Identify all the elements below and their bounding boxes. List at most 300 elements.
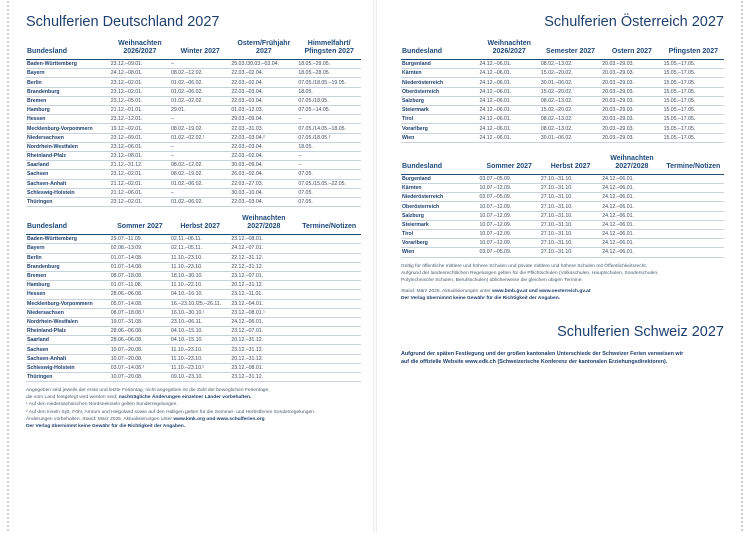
date-cell: 03.07.–05.09. <box>479 248 540 257</box>
date-cell: 03.07.–14.08.² <box>110 363 170 372</box>
date-cell: 28.06.–06.08. <box>110 336 170 345</box>
date-cell: 24.12.–08.01. <box>110 69 170 78</box>
date-cell: 24.12.–06.01. <box>601 239 662 248</box>
date-cell: 30.03.–10.04. <box>230 188 297 197</box>
column-header: Winter 2027 <box>180 48 220 56</box>
date-cell: – <box>170 151 230 160</box>
date-cell: 15.05.–17.05. <box>663 106 724 115</box>
date-cell: 08.02.–13.02. <box>540 124 601 133</box>
column-header: Himmelfahrt/ Pfingsten 2027 <box>304 40 354 56</box>
germany-table-1 <box>26 40 361 207</box>
date-cell: 15.02.–20.02. <box>540 87 601 96</box>
date-cell: 11.10.–23.10.² <box>170 363 230 372</box>
table-row <box>401 124 724 133</box>
date-cell: 07.05. <box>297 197 361 206</box>
date-cell: 16.10.–30.10.¹ <box>170 308 230 317</box>
table-row <box>26 60 361 69</box>
date-cell: 22.03.–03.04. <box>230 197 297 206</box>
date-cell: 25.03./30.03.–03.04. <box>230 60 297 69</box>
date-cell: 24.12.–06.01. <box>479 115 540 124</box>
date-cell: 18.05. <box>297 142 361 151</box>
date-cell <box>297 345 361 354</box>
table-row <box>26 96 361 105</box>
column-header: Weihnachten 2027/2028 <box>242 215 286 231</box>
date-cell: 29.03.–09.04. <box>230 115 297 124</box>
table-row <box>401 248 724 257</box>
date-cell: 24.12.–06.01. <box>601 184 662 193</box>
table-row <box>401 87 724 96</box>
region-cell: Steiermark <box>401 106 479 115</box>
region-cell: Vorarlberg <box>401 124 479 133</box>
date-cell: – <box>297 115 361 124</box>
date-cell: 20.03.–29.03. <box>601 60 662 69</box>
region-cell: Niederösterreich <box>401 78 479 87</box>
date-cell: 22.03.–03.04. <box>230 87 297 96</box>
table-row <box>26 179 361 188</box>
table-row <box>26 271 361 280</box>
date-cell: 22.03.–27.03. <box>230 179 297 188</box>
date-cell: 11.10.–23.10. <box>170 262 230 271</box>
date-cell: 01.02.–02.02.¹ <box>170 133 230 142</box>
region-cell: Steiermark <box>401 220 479 229</box>
region-cell: Wien <box>401 133 479 142</box>
date-cell: 15.05.–17.05. <box>663 115 724 124</box>
date-cell: 27.10.–31.10. <box>540 174 601 183</box>
region-cell: Nordrhein-Westfalen <box>26 317 110 326</box>
date-cell: 24.12.–07.01. <box>230 244 297 253</box>
date-cell: 02.08.–13.09. <box>110 244 170 253</box>
date-cell <box>297 271 361 280</box>
date-cell: 15.05.–17.05. <box>663 87 724 96</box>
date-cell: 01.07.–14.08. <box>110 262 170 271</box>
table-row <box>26 345 361 354</box>
date-cell <box>297 244 361 253</box>
austria-table-2 <box>401 155 724 258</box>
date-cell: 08.02.–13.02. <box>540 96 601 105</box>
date-cell <box>297 336 361 345</box>
note-line: Aufgrund der landesrechtlichen Regelungen gelten für die Pflichtschulen (Volksschulen, Hauptschulen, Sonderschulen, <box>401 270 659 276</box>
date-cell <box>663 248 724 257</box>
date-cell: 23.12.–08.01.¹ <box>230 308 297 317</box>
date-cell <box>297 253 361 262</box>
germany-table-2 <box>26 215 361 382</box>
column-header: Pfingsten 2027 <box>668 48 718 56</box>
date-cell: 10.07.–12.09. <box>479 202 540 211</box>
date-cell: 10.07.–12.09. <box>479 230 540 239</box>
date-cell <box>663 184 724 193</box>
date-cell: 07.05./14.05.–18.05. <box>297 124 361 133</box>
date-cell: 22.12.–31.12. <box>230 262 297 271</box>
region-cell: Bremen <box>26 271 110 280</box>
region-cell: Sachsen-Anhalt <box>26 179 110 188</box>
date-cell: 27.10.–31.10. <box>540 239 601 248</box>
date-cell: 23.10.–06.11. <box>170 317 230 326</box>
austria-notes <box>401 263 724 303</box>
date-cell: 23.12.–02.01. <box>110 78 170 87</box>
column-header: Termine/Notizen <box>302 223 357 231</box>
date-cell: 04.10.–15.10. <box>170 336 230 345</box>
date-cell: 01.07.–14.08. <box>110 253 170 262</box>
date-cell: 07.05./18.05. <box>297 96 361 105</box>
table-row <box>401 184 724 193</box>
date-cell: 24.12.–06.01. <box>601 202 662 211</box>
region-cell: Mecklenburg-Vorpommern <box>26 299 110 308</box>
date-cell: 01.02.–06.02. <box>170 87 230 96</box>
region-cell: Saarland <box>26 161 110 170</box>
date-cell: 08.07.–18.08. <box>110 271 170 280</box>
austria-table-1 <box>401 40 724 143</box>
table-row <box>26 133 361 142</box>
table-row <box>401 60 724 69</box>
table-row <box>401 174 724 183</box>
date-cell <box>297 354 361 363</box>
table-row <box>401 96 724 105</box>
date-cell: 23.12.–07.01. <box>230 327 297 336</box>
table-row <box>26 262 361 271</box>
date-cell: 10.07.–12.09. <box>479 239 540 248</box>
column-header: Weihnachten 2026/2027 <box>118 40 162 56</box>
date-cell: – <box>297 161 361 170</box>
date-cell: 19.07.–31.08. <box>110 317 170 326</box>
date-cell <box>663 202 724 211</box>
table-row <box>26 290 361 299</box>
column-header: Herbst 2027 <box>550 162 591 170</box>
date-cell <box>297 299 361 308</box>
binding-holes-left <box>6 0 10 533</box>
date-cell: 10.07.–12.09. <box>479 220 540 229</box>
note-line: Stand: März 2025. Aktualisierungen unter www.bmb.gv.at und www.oesterreich.gv.at <box>401 288 591 294</box>
germany-notes <box>26 387 361 430</box>
table-row <box>26 106 361 115</box>
region-cell: Sachsen-Anhalt <box>26 354 110 363</box>
table-row <box>26 327 361 336</box>
date-cell: 15.02.–20.02. <box>540 69 601 78</box>
date-cell: 15.05.–17.05. <box>663 69 724 78</box>
region-cell: Wien <box>401 248 479 257</box>
date-cell: – <box>170 188 230 197</box>
date-cell: 15.05.–17.05. <box>663 124 724 133</box>
table-row <box>26 115 361 124</box>
date-cell: 07.05./18.05.–19.05. <box>297 78 361 87</box>
date-cell: 30.01.–06.02. <box>540 78 601 87</box>
table-row <box>26 373 361 382</box>
column-header: Semester 2027 <box>546 48 596 56</box>
date-cell: 07.05. <box>297 188 361 197</box>
table-row <box>26 197 361 206</box>
region-cell: Tirol <box>401 230 479 239</box>
note-line: Polytechnische Schulen, Berufsschulen) üblicherweise die gleichen obigen Termine. <box>401 277 583 283</box>
date-cell: 24.12.–06.01. <box>479 106 540 115</box>
region-cell: Hamburg <box>26 106 110 115</box>
date-cell: 23.12.–08.01. <box>230 363 297 372</box>
note-line: Angegeben sind jeweils der erste und letzte Ferientag, nicht angegeben ist die Zahl der beweglichen Ferientage, <box>26 388 270 394</box>
date-cell: – <box>297 151 361 160</box>
date-cell: 03.07.–05.09. <box>479 193 540 202</box>
table-row <box>26 87 361 96</box>
region-cell: Baden-Württemberg <box>26 60 110 69</box>
table-row <box>401 230 724 239</box>
date-cell: 22.12.–31.12. <box>230 253 297 262</box>
date-cell: 20.03.–29.03. <box>601 78 662 87</box>
region-cell: Brandenburg <box>26 262 110 271</box>
date-cell: 20.03.–29.03. <box>601 106 662 115</box>
date-cell: 24.12.–06.01. <box>479 78 540 87</box>
date-cell: 27.10.–31.10. <box>540 211 601 220</box>
table-row <box>401 239 724 248</box>
date-cell: 22.03.–31.03. <box>230 124 297 133</box>
region-cell: Salzburg <box>401 211 479 220</box>
date-cell: 23.12.–08.01. <box>110 151 170 160</box>
date-cell: 30.01.–06.02. <box>540 133 601 142</box>
table-row <box>26 281 361 290</box>
table-row <box>26 151 361 160</box>
date-cell: 18.05. <box>297 87 361 96</box>
region-cell: Mecklenburg-Vorpommern <box>26 124 110 133</box>
date-cell: 21.12.–06.01. <box>110 188 170 197</box>
switzerland-text: Aufgrund der späten Festlegung und der großen kantonalen Unterschiede der Schweizer Ferien verweisen wir auf die offizielle Website www.edk.ch (Schweizerische Konferenz der kantonalen Erziehungsdirektoren). <box>401 351 684 366</box>
date-cell <box>663 174 724 183</box>
date-cell: 21.12.–01.01. <box>110 106 170 115</box>
date-cell <box>663 239 724 248</box>
table-row <box>26 161 361 170</box>
date-cell <box>297 308 361 317</box>
region-cell: Salzburg <box>401 96 479 105</box>
date-cell: 01.02.–06.02. <box>170 179 230 188</box>
date-cell: 27.10.–31.10. <box>540 193 601 202</box>
date-cell: 11.10.–23.10. <box>170 345 230 354</box>
note-line: Gültig für öffentliche mittlere und höhere Schulen und private mittlere und höhere Schulen mit Öffentlichkeitsrecht. <box>401 263 648 269</box>
region-cell: Thüringen <box>26 373 110 382</box>
date-cell: 20.03.–29.03. <box>601 96 662 105</box>
column-header: Bundesland <box>402 162 443 170</box>
date-cell <box>297 262 361 271</box>
date-cell: 21.12.–02.01. <box>110 179 170 188</box>
date-cell: 22.03.–03.04. <box>230 142 297 151</box>
region-cell: Schleswig-Holstein <box>26 363 110 372</box>
region-cell: Tirol <box>401 115 479 124</box>
region-cell: Niederösterreich <box>401 193 479 202</box>
date-cell: 20.03.–29.03. <box>601 133 662 142</box>
region-cell: Sachsen <box>26 345 110 354</box>
date-cell <box>297 281 361 290</box>
date-cell: 20.03.–29.03. <box>601 124 662 133</box>
date-cell: 15.05.–17.05. <box>663 78 724 87</box>
date-cell: 24.12.–06.01. <box>601 174 662 183</box>
date-cell: 30.03.–09.04. <box>230 161 297 170</box>
date-cell: 23.12.–09.01. <box>110 60 170 69</box>
table-row <box>26 188 361 197</box>
date-cell: 11.10.–22.10. <box>170 281 230 290</box>
date-cell: 24.12.–06.01. <box>479 60 540 69</box>
region-cell: Hamburg <box>26 281 110 290</box>
date-cell: 04.10.–15.10. <box>170 327 230 336</box>
date-cell: 23.12.–12.01. <box>110 115 170 124</box>
region-cell: Oberösterreich <box>401 202 479 211</box>
switzerland-title: Schulferien Schweiz 2027 <box>557 324 724 341</box>
table-row <box>401 211 724 220</box>
date-cell: 24.12.–06.01. <box>479 87 540 96</box>
date-cell: 20.03.–29.03. <box>601 87 662 96</box>
table-row <box>401 202 724 211</box>
date-cell: 08.02.–13.02. <box>540 60 601 69</box>
region-cell: Oberösterreich <box>401 87 479 96</box>
date-cell: 20.03.–29.03. <box>601 115 662 124</box>
column-header: Bundesland <box>402 48 443 56</box>
date-cell: 22.03.–02.04. <box>230 151 297 160</box>
date-cell: 24.12.–06.01. <box>230 317 297 326</box>
date-cell: 24.12.–06.01. <box>601 211 662 220</box>
date-cell <box>297 235 361 244</box>
date-cell: 27.10.–31.10. <box>540 248 601 257</box>
column-header: Herbst 2027 <box>180 223 221 231</box>
date-cell: 01.02.–06.02. <box>170 197 230 206</box>
table-row <box>401 78 724 87</box>
date-cell: 24.12.–06.01. <box>601 193 662 202</box>
date-cell: 23.12.–06.01. <box>110 142 170 151</box>
column-header: Ostern/Frühjahr 2027 <box>237 40 291 56</box>
disclaimer: Der Verlag übernimmt keine Gewähr für die Richtigkeit der Angaben. <box>401 296 561 301</box>
date-cell <box>663 193 724 202</box>
date-cell <box>297 290 361 299</box>
date-cell <box>663 220 724 229</box>
date-cell: 28.06.–06.08. <box>110 290 170 299</box>
table-row <box>26 78 361 87</box>
table-row <box>26 363 361 372</box>
date-cell: 10.07.–12.09. <box>479 211 540 220</box>
date-cell: 24.12.–06.01. <box>479 96 540 105</box>
date-cell: 23.12.–05.01. <box>110 96 170 105</box>
date-cell: 23.12.–04.01. <box>230 299 297 308</box>
table-row <box>401 115 724 124</box>
column-header: Termine/Notizen <box>666 162 721 170</box>
date-cell: 22.03.–02.04. <box>230 69 297 78</box>
region-cell: Berlin <box>26 253 110 262</box>
region-cell: Kärnten <box>401 184 479 193</box>
date-cell: 01.02.–06.02. <box>170 78 230 87</box>
date-cell: 15.02.–20.02. <box>540 106 601 115</box>
region-cell: Bayern <box>26 69 110 78</box>
austria-page <box>375 0 750 533</box>
date-cell: 11.10.–23.10. <box>170 354 230 363</box>
date-cell: 18.05.–29.05. <box>297 60 361 69</box>
date-cell: – <box>170 60 230 69</box>
column-header: Bundesland <box>27 48 68 56</box>
date-cell <box>297 373 361 382</box>
date-cell: 15.05.–17.05. <box>663 60 724 69</box>
date-cell: 07.05. <box>297 170 361 179</box>
date-cell: 26.03.–02.04. <box>230 170 297 179</box>
date-cell: 22.03.–03.04.² <box>230 133 297 142</box>
date-cell: 02.11.–06.11. <box>170 235 230 244</box>
region-cell: Berlin <box>26 78 110 87</box>
date-cell: 23.12.–07.01. <box>230 271 297 280</box>
date-cell <box>663 230 724 239</box>
austria-title: Schulferien Österreich 2027 <box>544 14 724 30</box>
date-cell: 23.12.–31.12. <box>230 373 297 382</box>
date-cell <box>297 317 361 326</box>
date-cell: 07.05./18.05.² <box>297 133 361 142</box>
date-cell: 27.10.–31.10. <box>540 202 601 211</box>
date-cell: 23.12.–11.01. <box>230 290 297 299</box>
date-cell: 28.06.–06.08. <box>110 327 170 336</box>
region-cell: Sachsen <box>26 170 110 179</box>
date-cell: 19.12.–02.01. <box>110 124 170 133</box>
date-cell: 22.03.–02.04. <box>230 78 297 87</box>
region-cell: Rheinland-Pfalz <box>26 327 110 336</box>
date-cell: 29.07.–11.09. <box>110 235 170 244</box>
footnote-2: ² Auf den Inseln Sylt, Föhr, Amrum und Helgoland sowie auf den Halligen gelten für die Sommer- und Herbstferien Sonderregelungen. <box>26 409 316 415</box>
region-cell: Burgenland <box>401 60 479 69</box>
table-row <box>26 124 361 133</box>
date-cell: 27.10.–31.10. <box>540 184 601 193</box>
region-cell: Saarland <box>26 336 110 345</box>
date-cell: 29.01. <box>170 106 230 115</box>
date-cell: 08.02.–19.02. <box>170 124 230 133</box>
table-row <box>26 308 361 317</box>
region-cell: Niedersachsen <box>26 308 110 317</box>
date-cell: 23.12.–02.01. <box>110 170 170 179</box>
date-cell <box>297 363 361 372</box>
table-row <box>26 253 361 262</box>
table-row <box>26 69 361 78</box>
region-cell: Vorarlberg <box>401 239 479 248</box>
date-cell: 21.12.–31.12. <box>110 161 170 170</box>
date-cell: 07.05./15.05.–22.05. <box>297 179 361 188</box>
region-cell: Schleswig-Holstein <box>26 188 110 197</box>
date-cell: 08.02.–12.02. <box>170 161 230 170</box>
date-cell: 23.12.–02.01. <box>110 197 170 206</box>
footnote-1: ¹ Auf den niedersächsischen Nordseeinseln gelten Sonderregelungen. <box>26 402 178 408</box>
date-cell: 08.02.–13.02. <box>540 115 601 124</box>
date-cell: 18.10.–30.10. <box>170 271 230 280</box>
column-header: Sommer 2027 <box>486 162 532 170</box>
date-cell: 08.02.–19.02. <box>170 170 230 179</box>
date-cell: 05.07.–14.08. <box>110 299 170 308</box>
date-cell: 11.10.–23.10. <box>170 253 230 262</box>
region-cell: Hessen <box>26 115 110 124</box>
date-cell: 20.12.–31.12. <box>230 354 297 363</box>
table-row <box>26 354 361 363</box>
column-header: Sommer 2027 <box>117 223 163 231</box>
germany-title: Schulferien Deutschland 2027 <box>26 14 220 30</box>
table-row <box>26 244 361 253</box>
region-cell: Nordrhein-Westfalen <box>26 142 110 151</box>
note-line: die vom Land festgelegt wird werden sind; nachträgliche Änderungen einzelner Länder vorbehalten. <box>26 395 252 401</box>
date-cell: 01.03.–12.03. <box>230 106 297 115</box>
date-cell: 18.05.–28.05. <box>297 69 361 78</box>
column-header: Bundesland <box>27 223 68 231</box>
date-cell: 07.05.–14.05. <box>297 106 361 115</box>
date-cell: 08.07.–18.08.¹ <box>110 308 170 317</box>
region-cell: Brandenburg <box>26 87 110 96</box>
date-cell: 03.07.–05.09. <box>479 174 540 183</box>
date-cell: 24.12.–06.01. <box>479 69 540 78</box>
date-cell: 23.12.–31.12. <box>230 345 297 354</box>
date-cell: 27.10.–31.10. <box>540 230 601 239</box>
region-cell: Thüringen <box>26 197 110 206</box>
date-cell: 23.12.–08.01. <box>230 235 297 244</box>
date-cell: 09.10.–23.10. <box>170 373 230 382</box>
date-cell: – <box>170 115 230 124</box>
table-row <box>26 299 361 308</box>
region-cell: Rheinland-Pfalz <box>26 151 110 160</box>
region-cell: Kärnten <box>401 69 479 78</box>
date-cell: 23.12.–02.01. <box>110 87 170 96</box>
column-header: Weihnachten 2026/2027 <box>487 40 531 56</box>
table-row <box>26 142 361 151</box>
table-row <box>401 106 724 115</box>
date-cell: 01.02.–02.02. <box>170 96 230 105</box>
